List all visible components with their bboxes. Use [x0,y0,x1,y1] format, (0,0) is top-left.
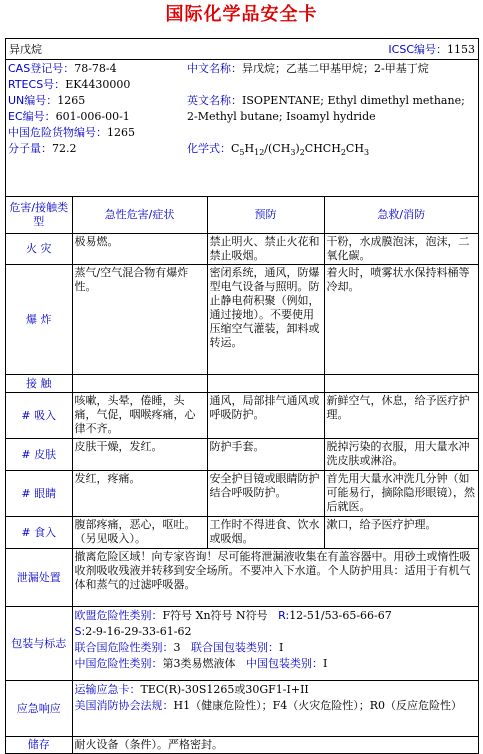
table-row-exposure [6,375,478,393]
row-category: 爆 炸 [6,265,72,375]
transport-emergency-card: 运输应急卡：TEC(R)-30S1265或30GF1-I+II [74,683,309,696]
nfpa-code: 美国消防协会法规：H1（健康危险性）；F4（火灾危险性）；R0（反应危险性） [74,699,463,712]
formula-value: $C_5H_{12}/(CH_3)_2CHCH_2CH_3$ [231,142,370,158]
english-name: 英文名称：ISOPENTANE; Ethyl dimethyl methane; 2-Methyl butane; Isoamyl hydride [187,94,465,123]
row-symptom: 皮肤干燥，发红。 [72,439,207,471]
table-row-explosion [6,265,478,375]
name-row [6,39,478,60]
row-category: # 吸入 [6,393,72,439]
row-category: 火 灾 [6,234,72,265]
chemical-formula: 化学式：$C_5H_{12}/(CH_3)_2CHCH_2CH_3$ [187,142,370,158]
row-prevention: 禁止明火、禁止火花和禁止吸烟。 [207,234,324,265]
row-prevention: 通风，局部排气通风或呼吸防护。 [207,393,324,439]
row-symptom: 发红，疼痛。 [72,471,207,517]
storage-text: 耐火设备（条件）。严格密封。 [72,737,478,754]
table-row-fire [6,234,478,265]
icsc-number: ICSC编号：1153 [388,43,475,56]
row-first-aid: 着火时，喷雾状水保持料桶等冷却。 [324,265,478,375]
table-row-skin [6,439,478,471]
row-category: 泄漏处置 [6,549,72,607]
row-category: # 食入 [6,517,72,549]
row-first-aid: 漱口，给予医疗护理。 [324,517,478,549]
row-symptom [72,375,207,393]
header-prevention: 预防 [207,197,324,234]
row-first-aid: 首先用大量水冲洗几分钟（如可能易行，摘除隐形眼镜），然后就医。 [324,471,478,517]
molecular-weight: 分子量：72.2 [8,142,77,155]
eu-classification: 欧盟危险性类别：F符号 Xn符号 N符号 R:12-51/53-65-66-67 [74,609,392,622]
header-hazard-type: 危害/接触类型 [6,197,72,234]
row-first-aid: 新鲜空气，休息，给予医疗护理。 [324,393,478,439]
row-prevention: 工作时不得进食、饮水或吸烟。 [207,517,324,549]
table-row-emergency [6,681,478,737]
header-symptoms: 急性危害/症状 [72,197,207,234]
row-category: 包装与标志 [6,607,72,681]
table-row-ingestion [6,517,478,549]
identifiers-section [6,60,478,197]
chemical-name: 异戊烷 [9,43,42,56]
table-header-row [6,197,478,234]
row-category: # 眼睛 [6,471,72,517]
row-symptom: 极易燃。 [72,234,207,265]
chinese-name: 中文名称：异戊烷；乙基二甲基甲烷；2-甲基丁烷 [187,62,429,75]
row-prevention: 安全护目镜或眼睛防护结合呼吸防护。 [207,471,324,517]
hazard-table [6,197,478,753]
un-classification: 联合国危险性类别：3 联合国包装类别：I [74,641,284,654]
row-symptom: 蒸气/空气混合物有爆炸性。 [72,265,207,375]
row-first-aid [324,375,478,393]
rtecs-number: RTECS号：EK4430000 [8,78,131,91]
row-prevention: 密闭系统，通风，防爆型电气设备与照明。防止静电荷积聚（例如，通过接地）。不要使用压缩空气灌装，卸料或转运。 [207,265,324,375]
s-phrases: S:2-9-16-29-33-61-62 [74,625,192,638]
table-row-inhalation [6,393,478,439]
row-category: # 皮肤 [6,439,72,471]
packaging-details [72,607,478,681]
row-symptom: 腹部疼痛，恶心，呕吐。（另见吸入）。 [72,517,207,549]
page-title: 国际化学品安全卡 [165,4,318,25]
row-category: 接 触 [6,375,72,393]
china-dangerous-goods-number: 中国危险货物编号：1265 [8,126,135,139]
header-first-aid: 急救/消防 [324,197,478,234]
un-number: UN编号：1265 [8,94,86,107]
table-row-storage [6,737,478,754]
row-symptom: 咳嗽，头晕，倦睡，头痛，气促，咽喉疼痛，心律不齐。 [72,393,207,439]
row-category: 应急响应 [6,681,72,737]
row-prevention [207,375,324,393]
identifier-list [6,60,183,196]
ec-number: EC编号：601-006-00-1 [8,110,130,123]
row-category: 储存 [6,737,72,754]
row-first-aid: 脱掉污染的衣服，用大量水冲洗皮肤或淋浴。 [324,439,478,471]
row-prevention: 防护手套。 [207,439,324,471]
names-block [183,60,478,196]
table-row-packaging [6,607,478,681]
spill-text: 撤离危险区域！向专家咨询！尽可能将泄漏液收集在有盖容器中。用砂土或惰性吸收剂吸收残液并转移到安全场所。不要冲入下水道。个人防护用具：适用于有机气体和蒸气的过滤呼吸器。 [72,549,478,607]
card-frame [5,38,479,754]
table-row-spill [6,549,478,607]
cas-number: CAS登记号：78-78-4 [8,62,117,75]
emergency-details [72,681,478,737]
row-first-aid: 干粉，水成膜泡沫，泡沫，二氧化碳。 [324,234,478,265]
china-classification: 中国危险性类别：第3类易燃液体 中国包装类别：I [74,657,328,670]
table-row-eyes [6,471,478,517]
